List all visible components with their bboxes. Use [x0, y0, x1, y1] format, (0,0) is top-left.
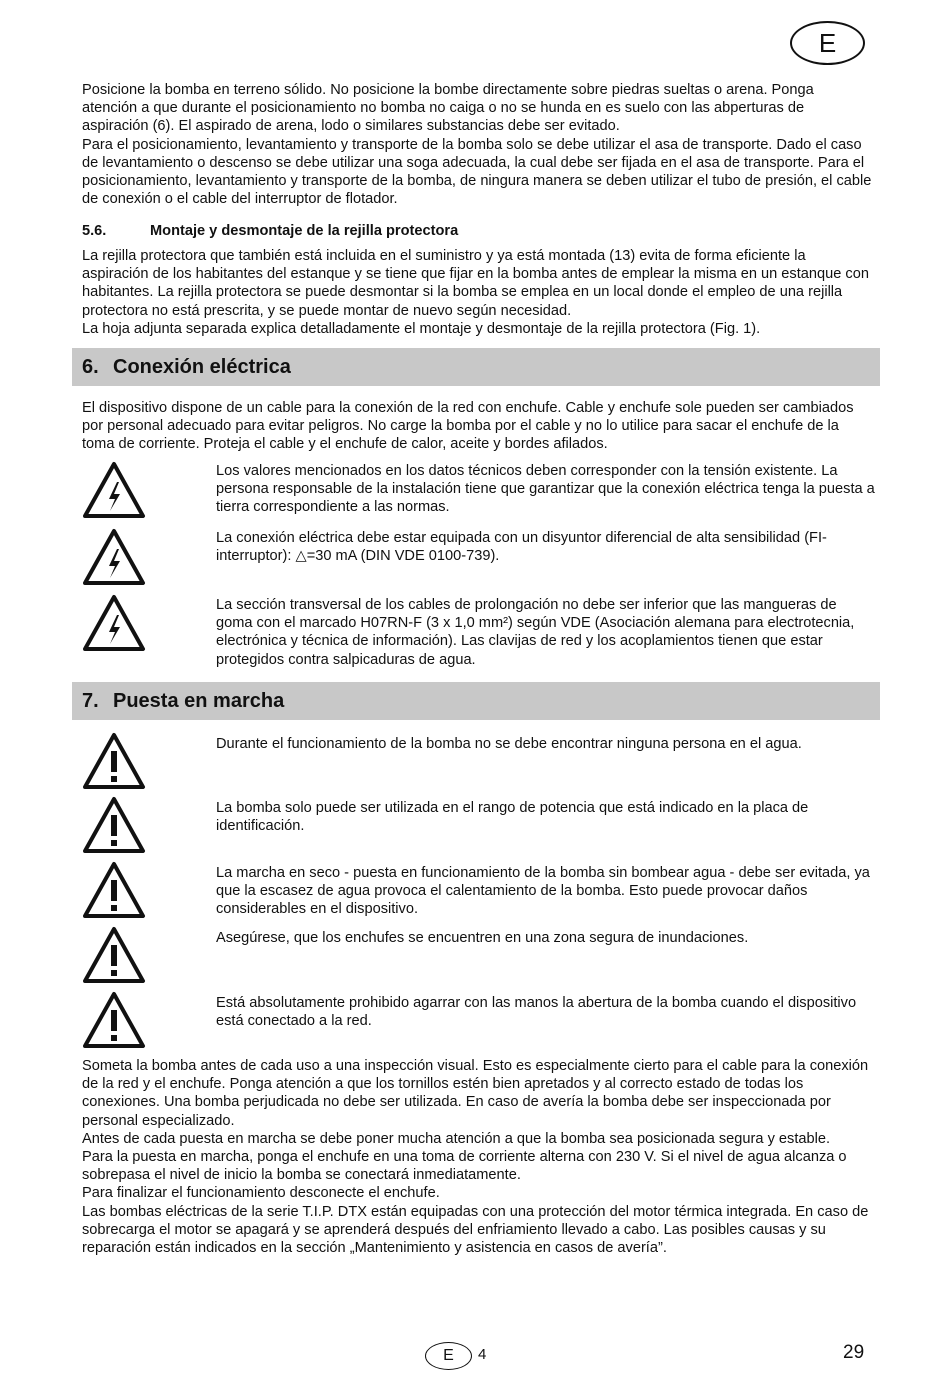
- intro-paragraph: Posicione la bomba en terreno sólido. No posicione la bombe directamente sobre piedras sueltas o arena. Ponga atención a que durante el posicionamiento no bomba no caiga o no se hunda en es suelo con las abperturas de aspiración (6). El aspirado de arena, lodo o similares substancias debe ser evitado.: [82, 82, 814, 135]
- intro-paragraph: Para el posicionamiento, levantamiento y transporte de la bomba solo se debe utilizar el asa de transporte. Dado el caso de levantamiento o descenso se debe utilizar una soga adecuada, la cual debe ser fijada en el asa de transporte. Para el posicionamiento, levantamiento y transporte de la bomba, de ningura manera se deben utilizar el tubo de presión, el cable de conexión o el cable del interruptor de flotador.: [82, 136, 872, 208]
- section-title: Montaje y desmontaje de la rejilla protectora: [150, 223, 459, 239]
- body-paragraph: Para finalizar el funcionamiento desconecte el enchufe.: [82, 1185, 440, 1202]
- warning-text: La bomba solo puede ser utilizada en el rango de potencia que está indicado en la placa de identificación.: [216, 800, 809, 835]
- warning-exclamation-icon: [82, 861, 146, 919]
- warning-exclamation-icon: [82, 732, 146, 790]
- warning-text: La sección transversal de los cables de prolongación no debe ser inferior que las mangueras de goma con el marcado H07RN-F (3 x 1,0 mm²) según VDE (Asociación alemana para electrotecnia, electrónica y técnica de información). Las clavijas de red y los acoplamientos tienen que estar protegidos contra salpicaduras de agua.: [216, 597, 855, 668]
- warning-text: Durante el funcionamiento de la bomba no se debe encontrar ninguna persona en el agua.: [216, 736, 802, 752]
- body-paragraph: Someta la bomba antes de cada uso a una inspección visual. Esto es especialmente cierto para el cable para la conexión de la red y el enchufe. Ponga atención a que los tornillos estén bien apretados y al correcto estado de todas los conexiones. Una bomba perjudicada no debe ser utilizada. En caso de avería la bomba debe ser inspeccionada por personal especializado.: [82, 1058, 869, 1129]
- section-5-6-body: [82, 247, 872, 338]
- footer-section-page: 4: [478, 1346, 487, 1363]
- warning-text: La marcha en seco - puesta en funcionamiento de la bomba sin bombear agua - debe ser evitada, ya que la escasez de agua provoca el calentamiento de la bomba. Esto puede provocar daños considerables en el dispositivo.: [216, 865, 870, 918]
- section-6-heading: 6. Conexión eléctrica: [82, 356, 291, 378]
- body-paragraph: La hoja adjunta separada explica detalladamente el montaje y desmontaje de la rejilla protectora (Fig. 1).: [82, 320, 761, 337]
- section-5-6-heading: [82, 222, 458, 240]
- page-number: 29: [843, 1342, 865, 1363]
- intro-text: [82, 81, 872, 208]
- warning-text: Los valores mencionados en los datos técnicos deben corresponder con la tensión existente. La persona responsable de la instalación tiene que garantizar que la conexión eléctrica tenga la puesta a tierra correspondiente a las normas.: [216, 463, 875, 516]
- section-7-heading: 7. Puesta en marcha: [82, 690, 285, 712]
- body-paragraph: Antes de cada puesta en marcha se debe poner mucha atención a que la bomba sea posicionada segura y estable.: [82, 1130, 831, 1147]
- electric-hazard-icon: [82, 594, 146, 652]
- footer-language-badge: E: [425, 1342, 472, 1370]
- section-6-intro: El dispositivo dispone de un cable para la conexión de la red con enchufe. Cable y enchufe sole pueden ser cambiados por personal adecuado para evitar peligros. No carge la bomba por el cable y no lo utilice para sacar el enchufe de la toma de corriente. Proteja el cable y el enchufe de calor, aceite y bordes afilados.: [82, 400, 854, 453]
- warning-text: Asegúrese, que los enchufes se encuentren en una zona segura de inundaciones.: [216, 930, 749, 946]
- section-7-band: [72, 682, 880, 720]
- section-7-body: [82, 1057, 872, 1257]
- electric-hazard-icon: [82, 461, 146, 519]
- electric-hazard-icon: [82, 528, 146, 586]
- body-paragraph: La rejilla protectora que también está incluida en el suministro y ya está montada (13) evita de forma eficiente la aspiración de los habitantes del estanque y se tiene que fijar en la bomba antes de emplear la misma en un estanque con habitantes. La rejilla protectora se puede desmontar si la bomba se emplea en un local donde el empleo de una rejilla protectora no está prescrita, y se puede montar de nuevo según necesidad.: [82, 248, 869, 319]
- warning-exclamation-icon: [82, 926, 146, 984]
- warning-text: Está absolutamente prohibido agarrar con las manos la abertura de la bomba cuando el dispositivo está conectado a la red.: [216, 995, 857, 1030]
- warning-text: La conexión eléctrica debe estar equipada con un disyuntor diferencial de alta sensibilidad (FI-interruptor): △=30 mA (DIN VDE 0100-739).: [216, 530, 827, 565]
- warning-exclamation-icon: [82, 991, 146, 1049]
- body-paragraph: Para la puesta en marcha, ponga el enchufe en una toma de corriente alterna con 230 V. Si el nivel de agua alcanza o sobrepasa el nivel de inicio la bomba se conectará inmediatamente.: [82, 1149, 847, 1184]
- section-6-band: [72, 348, 880, 386]
- warning-exclamation-icon: [82, 796, 146, 854]
- language-badge: E: [790, 21, 865, 65]
- section-number: 5.6.: [82, 223, 107, 239]
- body-paragraph: Las bombas eléctricas de la serie T.I.P. DTX están equipadas con una protección del motor térmica integrada. En caso de sobrecarga el motor se apagará y se aprenderá después del enfriamiento llevado a cabo. Las posibles causas y su reparación están indicados en la sección „Mantenimiento y asistencia en casos de avería”.: [82, 1203, 869, 1257]
